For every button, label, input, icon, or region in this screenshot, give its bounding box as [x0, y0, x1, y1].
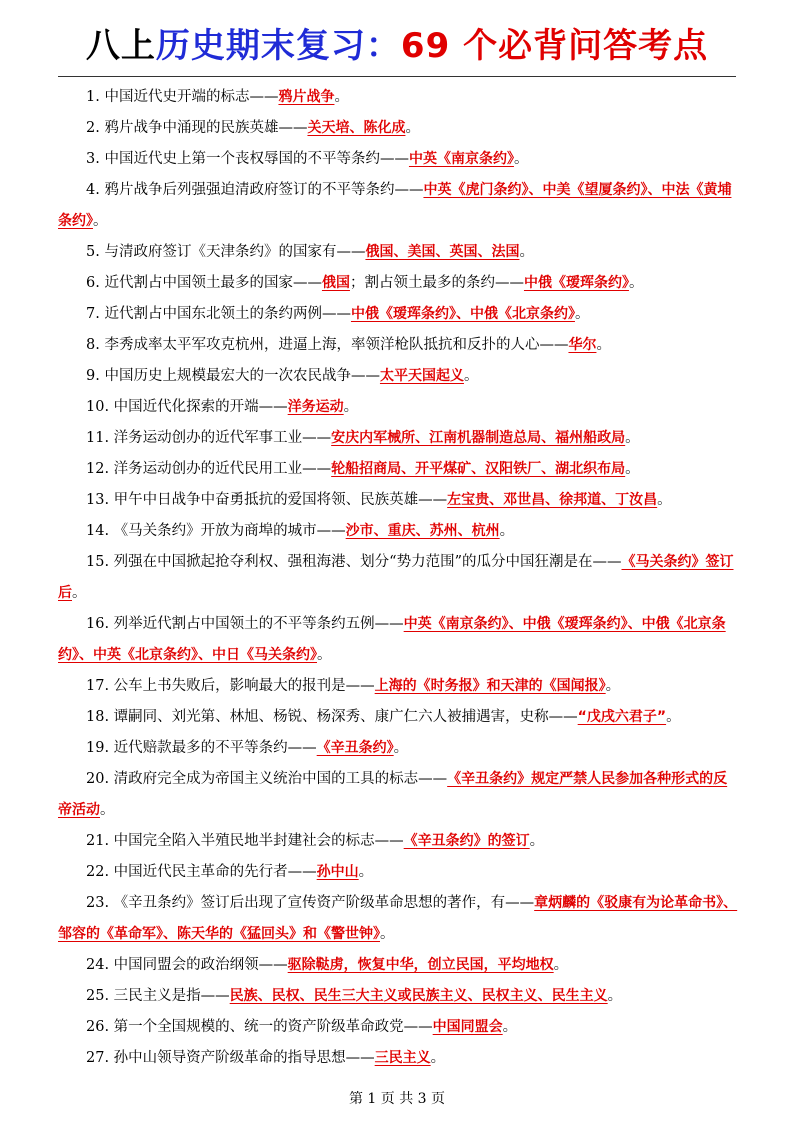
item-number: 12. — [86, 461, 110, 477]
item-question: 孙中山领导资产阶级革命的指导思想—— — [113, 1050, 375, 1066]
item-answer: “戊戌六君子” — [577, 709, 667, 725]
item-end: 。 — [334, 89, 349, 105]
list-item — [58, 888, 738, 950]
page-title — [0, 18, 794, 74]
item-end: 。 — [657, 492, 672, 508]
item-number: 25. — [86, 988, 110, 1004]
item-number: 8. — [86, 337, 100, 353]
list-item — [58, 423, 738, 454]
item-question: 《辛丑条约》签订后出现了宣传资产阶级革命思想的著作，有—— — [113, 895, 535, 911]
item-number: 23. — [86, 895, 110, 911]
item-number: 10. — [86, 399, 110, 415]
item-number: 9. — [86, 368, 100, 384]
item-question: 中国近代民主革命的先行者—— — [113, 864, 317, 880]
item-question: 近代割占中国领土最多的国家—— — [104, 275, 322, 291]
item-end: 。 — [317, 647, 332, 663]
item-question: 清政府完全成为帝国主义统治中国的工具的标志—— — [113, 771, 448, 787]
item-answer: 中英《南京条约》、中俄《瑷珲条约》、中俄《北京条约》、中英《北京条约》、中日《马关条约》 — [58, 616, 726, 663]
item-answer: 轮船招商局、开平煤矿、汉阳铁厂、湖北织布局 — [331, 461, 626, 477]
item-answer: 上海的《时务报》和天津的《国闻报》 — [374, 678, 606, 694]
item-question: 与清政府签订《天津条约》的国家有—— — [104, 244, 366, 260]
item-question: 甲午中日战争中奋勇抵抗的爱国将领、民族英雄—— — [113, 492, 448, 508]
item-answer: 华尔 — [568, 337, 597, 353]
list-item — [58, 1043, 738, 1074]
item-end: 。 — [529, 833, 545, 849]
list-item — [58, 547, 738, 609]
item-answer-extra: 中俄《瑷珲条约》 — [523, 275, 629, 291]
item-question: 中国同盟会的政治纲领—— — [113, 957, 288, 973]
item-answer: 三民主义 — [374, 1050, 431, 1066]
item-number: 19. — [86, 740, 110, 756]
list-item — [58, 671, 738, 702]
item-number: 13. — [86, 492, 110, 508]
item-question: 中国近代史开端的标志—— — [104, 89, 279, 105]
list-item — [58, 733, 738, 764]
item-answer: 安庆内军械所、江南机器制造总局、福州船政局 — [331, 430, 626, 446]
page-footer: 第 1 页 共 3 页 — [348, 1091, 446, 1107]
list-item — [58, 1012, 738, 1043]
item-question: 李秀成率太平军攻克杭州，进逼上海，率领洋枪队抵抗和反扑的人心—— — [104, 337, 569, 353]
item-end: 。 — [628, 275, 644, 291]
list-item — [58, 609, 738, 671]
item-number: 22. — [86, 864, 110, 880]
item-end: 。 — [502, 1019, 518, 1035]
list-item — [58, 330, 738, 361]
item-number: 1. — [86, 89, 100, 105]
item-number: 14. — [86, 523, 110, 539]
item-question: 中国完全陷入半殖民地半封建社会的标志—— — [113, 833, 404, 849]
item-question: 中国近代化探索的开端—— — [113, 399, 288, 415]
item-question: 第一个全国规模的、统一的资产阶级革命政党—— — [113, 1019, 433, 1035]
item-number: 21. — [86, 833, 110, 849]
item-answer: 中俄《瑷珲条约》、中俄《北京条约》 — [350, 306, 575, 322]
list-item — [58, 857, 738, 888]
list-item — [58, 268, 738, 299]
item-end: 。 — [430, 1050, 446, 1066]
list-item — [58, 485, 738, 516]
item-question: 鸦片战争后列强强迫清政府签订的不平等条约—— — [104, 182, 424, 198]
item-end: 。 — [574, 306, 590, 322]
list-item — [58, 981, 738, 1012]
item-end: 。 — [553, 957, 569, 973]
list-item — [58, 454, 738, 485]
list-item — [58, 82, 738, 113]
item-end: 。 — [72, 585, 87, 601]
item-end: 。 — [596, 337, 611, 353]
item-number: 4. — [86, 182, 100, 198]
item-answer: 《辛丑条约》的签订 — [403, 833, 530, 849]
question-list — [58, 82, 738, 1074]
list-item — [58, 237, 738, 268]
item-question: 近代割占中国东北领土的条约两例—— — [104, 306, 351, 322]
item-answer: 洋务运动 — [287, 399, 344, 415]
item-end: 。 — [605, 678, 621, 694]
item-question: 中国历史上规模最宏大的一次农民战争—— — [104, 368, 380, 384]
item-number: 26. — [86, 1019, 110, 1035]
item-answer: 中英《南京条约》 — [408, 151, 514, 167]
item-number: 17. — [86, 678, 110, 694]
item-end: 。 — [607, 988, 623, 1004]
list-item — [58, 361, 738, 392]
item-end: 。 — [666, 709, 681, 725]
item-answer: 《辛丑条约》 — [316, 740, 394, 756]
item-number: 7. — [86, 306, 100, 322]
item-question: 鸦片战争中涌现的民族英雄—— — [104, 120, 308, 136]
item-question: 洋务运动创办的近代民用工业—— — [113, 461, 332, 477]
item-question-extra: ；割占领土最多的条约—— — [349, 275, 524, 291]
list-item — [58, 299, 738, 330]
title-divider — [58, 76, 736, 77]
item-end: 。 — [393, 740, 409, 756]
item-number: 2. — [86, 120, 100, 136]
item-number: 11. — [86, 430, 110, 446]
item-answer: 左宝贵、邓世昌、徐邦道、丁汝昌 — [447, 492, 658, 508]
item-end: 。 — [513, 151, 529, 167]
list-item — [58, 950, 738, 981]
title-part-subject: 历史期末复习： — [155, 26, 401, 66]
item-end: 。 — [405, 120, 420, 136]
item-end: 。 — [519, 244, 534, 260]
item-end: 。 — [380, 926, 395, 942]
item-answer: 民族、民权、民生三大主义或民族主义、民权主义、民生主义 — [229, 988, 608, 1004]
list-item — [58, 144, 738, 175]
item-answer: 中国同盟会 — [432, 1019, 503, 1035]
item-answer: 驱除鞑虏，恢复中华，创立民国，平均地权 — [287, 957, 554, 973]
title-part-count: 69 个必背问答考点 — [400, 26, 709, 66]
item-question: 《马关条约》开放为商埠的城市—— — [113, 523, 346, 539]
item-answer: 关天培、陈化成 — [307, 120, 406, 136]
item-answer: 《马关条约》签订后 — [58, 554, 734, 601]
item-answer: 鸦片战争 — [278, 89, 335, 105]
item-end: 。 — [93, 213, 108, 229]
item-end: 。 — [343, 399, 359, 415]
item-number: 24. — [86, 957, 110, 973]
list-item — [58, 702, 738, 733]
item-question: 洋务运动创办的近代军事工业—— — [113, 430, 332, 446]
item-end: 。 — [625, 430, 640, 446]
item-end: 。 — [100, 802, 115, 818]
item-question: 公车上书失败后，影响最大的报刊是—— — [113, 678, 375, 694]
item-answer: 孙中山 — [316, 864, 359, 880]
item-question: 三民主义是指—— — [113, 988, 230, 1004]
list-item — [58, 516, 738, 547]
item-number: 20. — [86, 771, 110, 787]
item-answer: 俄国、美国、英国、法国 — [365, 244, 520, 260]
item-end: 。 — [463, 368, 479, 384]
list-item — [58, 113, 738, 144]
list-item — [58, 764, 738, 826]
item-answer: 《辛丑条约》规定严禁人民参加各种形式的反帝活动 — [58, 771, 728, 818]
list-item — [58, 392, 738, 423]
item-end: 。 — [358, 864, 374, 880]
item-number: 6. — [86, 275, 100, 291]
item-answer: 章炳麟的《驳康有为论革命书》、邹容的《革命军》、陈天华的《猛回头》和《警世钟》 — [58, 895, 738, 942]
list-item — [58, 175, 738, 237]
item-answer: 俄国 — [321, 275, 350, 291]
item-question: 近代赔款最多的不平等条约—— — [113, 740, 317, 756]
item-number: 18. — [86, 709, 110, 725]
item-question: 列强在中国掀起抢夺利权、强租海港、划分“势力范围”的瓜分中国狂潮是在—— — [113, 554, 622, 570]
item-end: 。 — [499, 523, 515, 539]
title-part-grade: 八上 — [85, 26, 156, 66]
item-end: 。 — [625, 461, 640, 477]
item-answer: 沙市、重庆、苏州、杭州 — [345, 523, 500, 539]
item-number: 3. — [86, 151, 100, 167]
item-question: 列举近代割占中国领土的不平等条约五例—— — [113, 616, 404, 632]
item-number: 15. — [86, 554, 110, 570]
list-item — [58, 826, 738, 857]
item-question: 谭嗣同、刘光第、林旭、杨锐、杨深秀、康广仁六人被捕遇害，史称—— — [113, 709, 578, 725]
item-answer: 太平天国起义 — [379, 368, 464, 384]
item-number: 27. — [86, 1050, 110, 1066]
item-number: 5. — [86, 244, 100, 260]
item-question: 中国近代史上第一个丧权辱国的不平等条约—— — [104, 151, 409, 167]
item-number: 16. — [86, 616, 110, 632]
item-answer: 中英《虎门条约》、中美《望厦条约》、中法《黄埔条约》 — [58, 182, 732, 229]
